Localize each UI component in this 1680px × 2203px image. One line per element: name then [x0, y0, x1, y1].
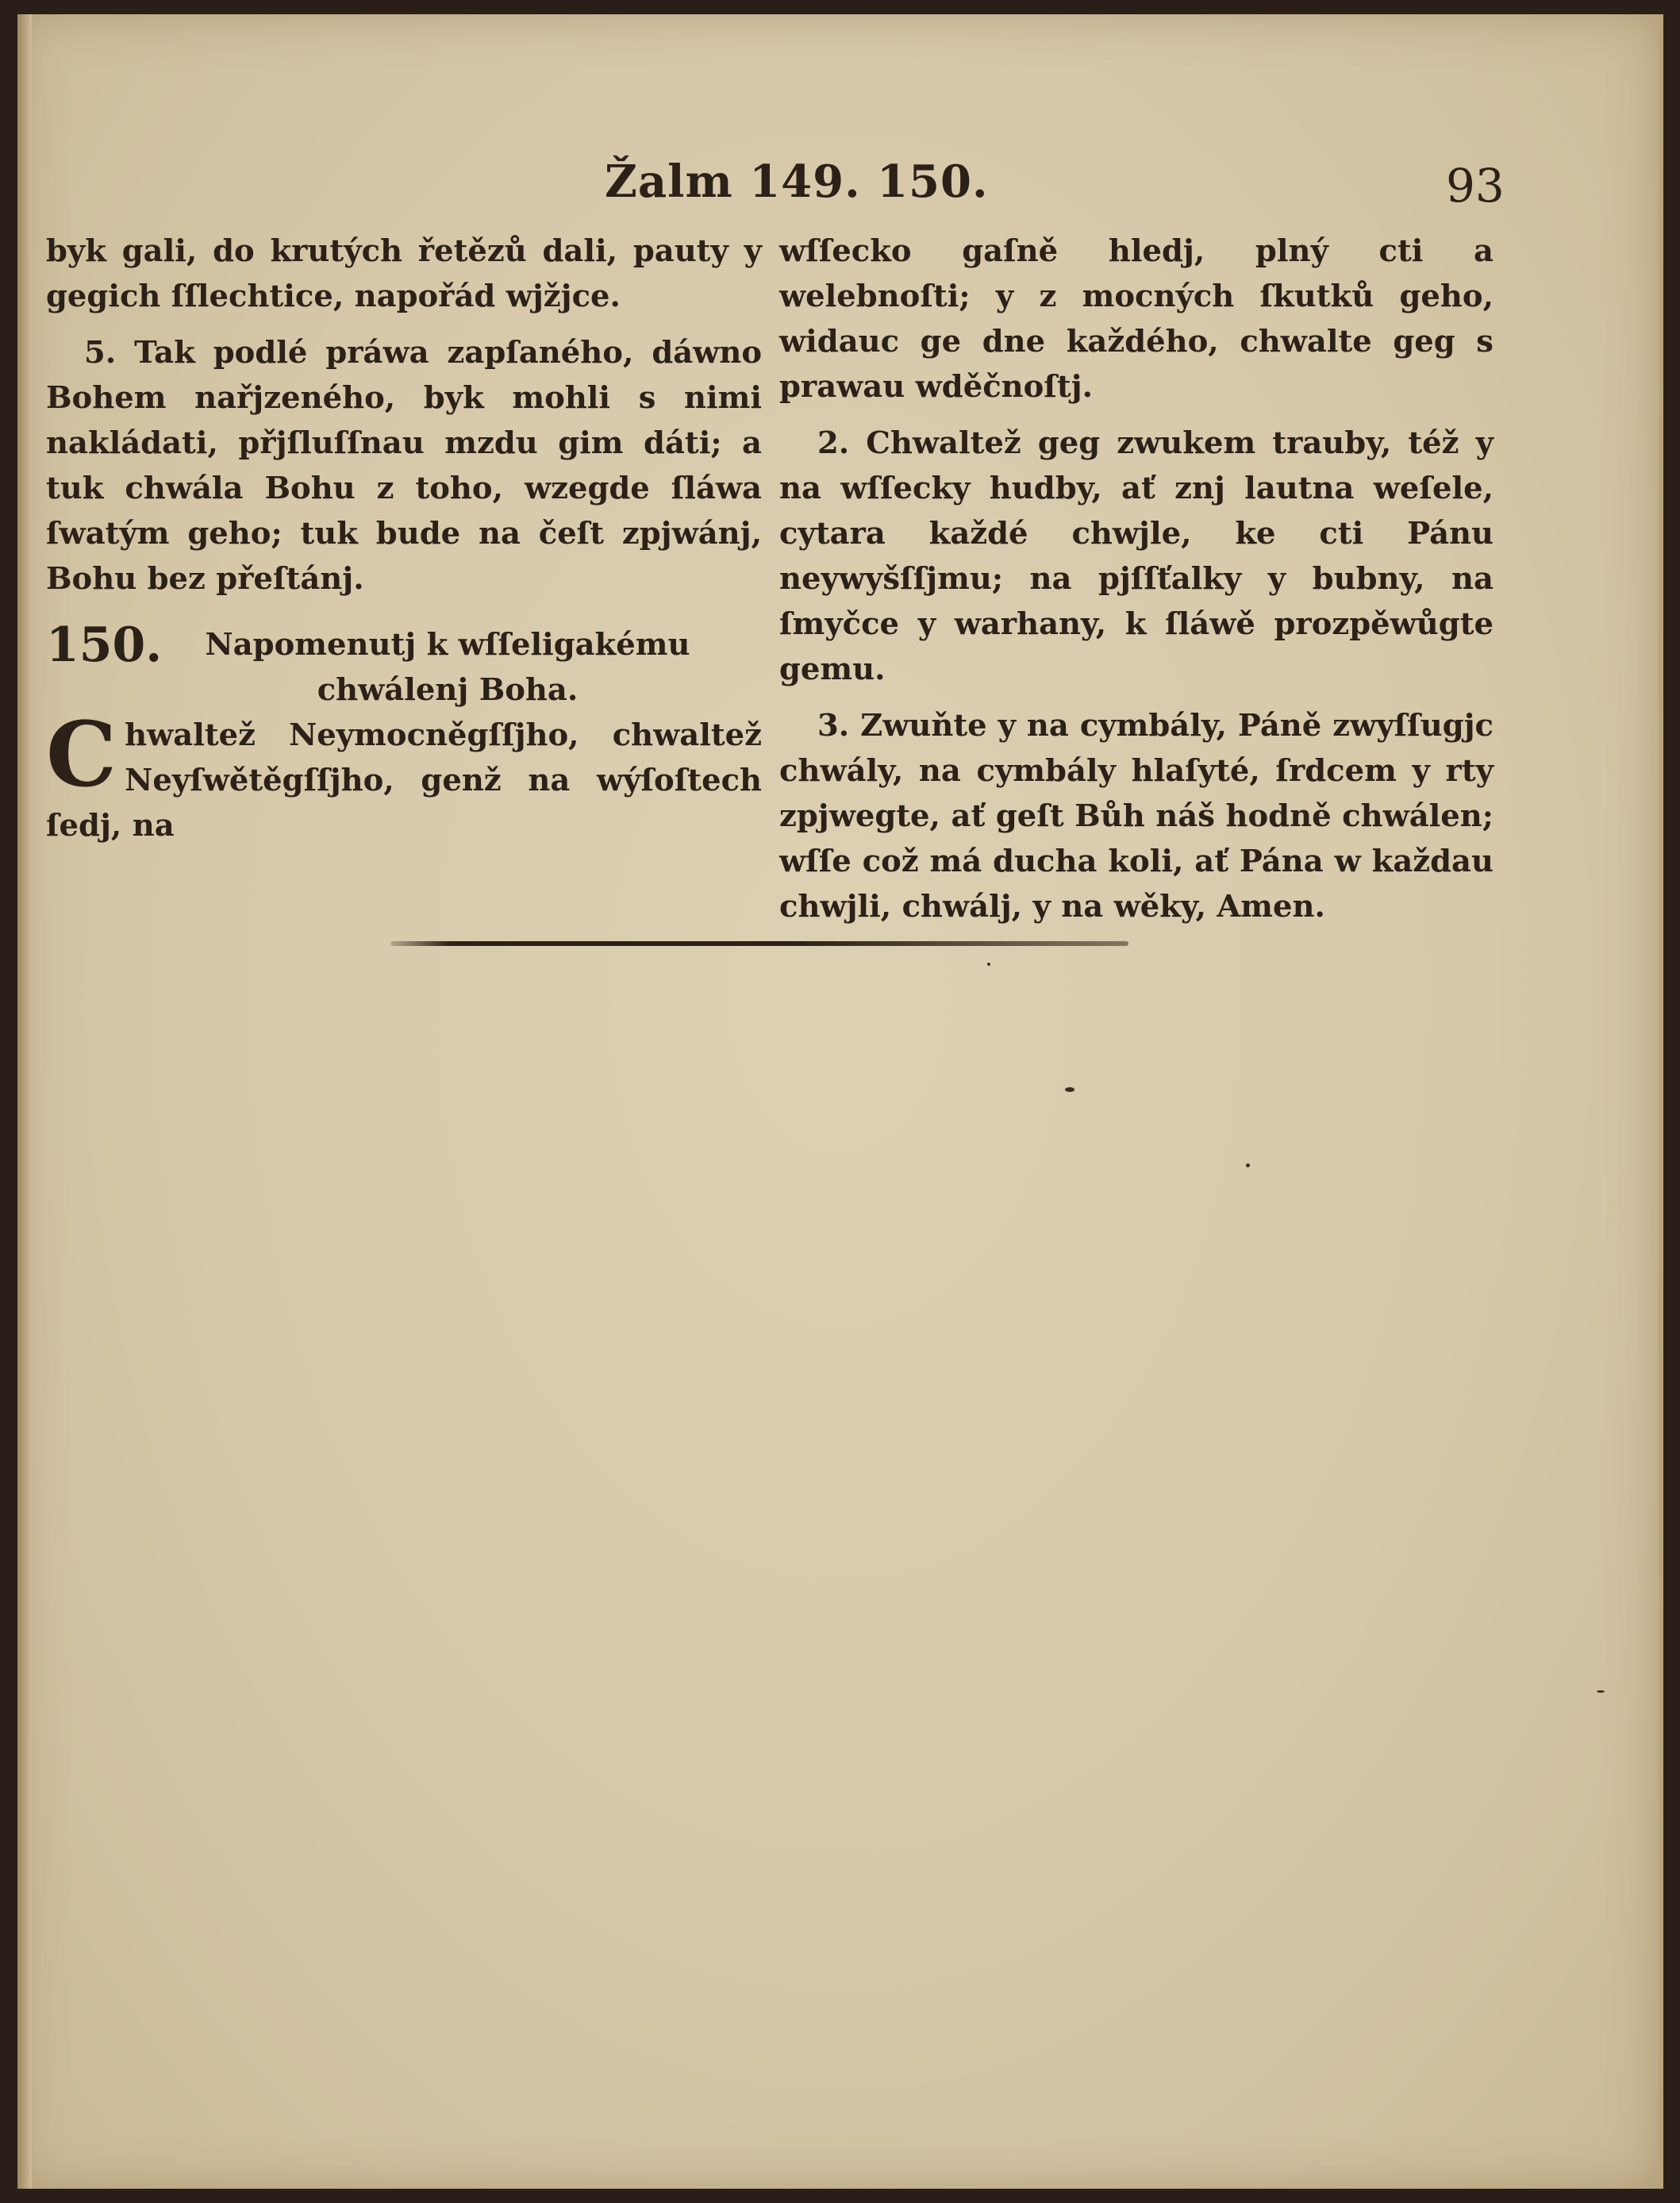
- page-number: 93: [1446, 159, 1505, 213]
- psalm-title: Napomenutj k wſſeligakému chwálenj Boha.: [205, 627, 690, 708]
- carryover-paragraph: byk gali, do krutých řetězů dali, pauty y gegich ſſlechtice, napořád wjžjce.: [46, 233, 762, 314]
- closing-rule-divider: [390, 941, 1128, 946]
- running-header-title: Žalm 149. 150.: [605, 156, 989, 208]
- book-page: [17, 14, 1663, 2189]
- right-column: [779, 229, 1494, 929]
- page-binding-edge: [17, 14, 32, 2189]
- verse-5-paragraph: 5. Tak podlé práwa zapſaného, dáwno Bohem nařjzeného, byk mohli s nimi nakládati, přjſluſſnau mzdu gim dáti; a tuk chwála Bohu z toho, wzegde ſláwa ſwatým geho; tuk bude na čeſt zpjwánj, Bohu bez přeſtánj.: [46, 335, 762, 597]
- drop-cap-initial: C: [46, 703, 117, 807]
- verse-2-paragraph: 2. Chwaltež geg zwukem trauby, též y na wſſecky hudby, ať znj lautna weſele, cytara každé chwjle, ke cti Pánu neywyšſſjmu; na pjſſťalky y bubny, na ſmyčce y warhany, k ſláwě prozpěwůgte gemu.: [779, 425, 1494, 687]
- psalm-number: 150.: [46, 617, 163, 673]
- ink-speck: [1246, 1163, 1250, 1167]
- left-column: [46, 229, 762, 848]
- ink-speck: [1597, 1690, 1605, 1693]
- carryover-paragraph-right: wſſecko gaſně hledj, plný cti a welebnoſti; y z mocných ſkutků geho, widauc ge dne každého, chwalte geg s prawau wděčnoſtj.: [779, 233, 1494, 405]
- verse-1-paragraph: [46, 703, 762, 848]
- psalm-heading: [46, 619, 762, 713]
- verse-1-text: hwaltež Neymocněgſſjho, chwaltež Neyſwětěgſſjho, genž na wýſoſtech ſedj, na: [46, 717, 762, 844]
- verse-3-paragraph: 3. Zwuňte y na cymbály, Páně zwyſſugjc chwály, na cymbály hlaſyté, ſrdcem y rty zpjwegte, ať geſt Bůh náš hodně chwálen; wſſe což má ducha koli, ať Pána w každau chwjli, chwálj, y na wěky, Amen.: [779, 708, 1494, 925]
- ink-speck: [1065, 1087, 1075, 1092]
- ink-speck: [987, 963, 990, 966]
